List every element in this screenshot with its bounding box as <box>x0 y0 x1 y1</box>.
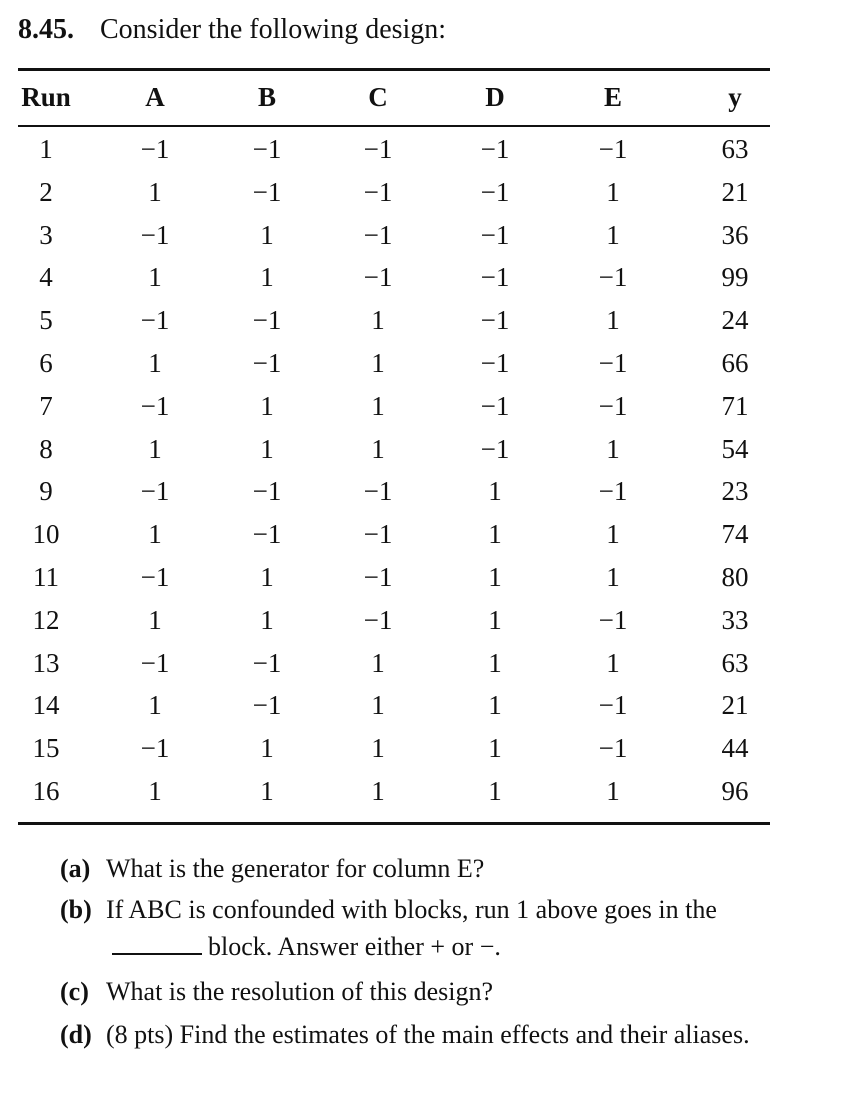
problem-number: 8.45. <box>18 14 74 45</box>
cell-run: 11 <box>33 561 59 592</box>
question-c <box>60 973 780 1010</box>
question-a <box>60 850 780 887</box>
cell-y: 71 <box>721 390 749 421</box>
cell-b: −1 <box>252 476 282 507</box>
cell-y: 66 <box>721 347 749 378</box>
question-d-label: (d) <box>60 1020 92 1049</box>
table-row <box>0 387 855 430</box>
cell-b: −1 <box>252 305 282 336</box>
cell-b: 1 <box>260 262 274 293</box>
cell-b: 1 <box>260 561 274 592</box>
cell-d: −1 <box>480 347 510 378</box>
cell-d: −1 <box>480 433 510 464</box>
cell-y: 23 <box>721 476 749 507</box>
cell-b: 1 <box>260 390 274 421</box>
cell-c: −1 <box>363 219 393 250</box>
cell-a: 1 <box>148 604 162 635</box>
table-row <box>0 644 855 687</box>
table-body <box>0 130 855 815</box>
table-header <box>0 72 855 122</box>
cell-b: −1 <box>252 347 282 378</box>
cell-a: −1 <box>140 733 170 764</box>
header-y: y <box>728 82 742 112</box>
cell-e: −1 <box>598 390 628 421</box>
table-row <box>0 430 855 473</box>
cell-run: 16 <box>32 775 60 806</box>
cell-c: −1 <box>363 604 393 635</box>
cell-run: 12 <box>32 604 60 635</box>
cell-e: 1 <box>606 176 620 207</box>
cell-e: 1 <box>606 219 620 250</box>
cell-c: −1 <box>363 262 393 293</box>
cell-c: 1 <box>371 647 385 678</box>
cell-y: 54 <box>721 433 749 464</box>
cell-run: 14 <box>32 690 60 721</box>
cell-d: −1 <box>480 390 510 421</box>
table-row <box>0 173 855 216</box>
cell-b: 1 <box>260 219 274 250</box>
cell-y: 63 <box>721 134 749 164</box>
cell-a: −1 <box>140 305 170 336</box>
table-row <box>0 472 855 515</box>
cell-a: 1 <box>148 519 162 550</box>
cell-y: 74 <box>721 519 749 550</box>
cell-e: 1 <box>606 561 620 592</box>
cell-c: 1 <box>371 733 385 764</box>
question-b-text-after: block. Answer either + or −. <box>208 932 501 961</box>
cell-e: 1 <box>606 775 620 806</box>
cell-d: 1 <box>488 690 502 721</box>
table-row <box>0 729 855 772</box>
cell-c: −1 <box>363 561 393 592</box>
cell-a: −1 <box>140 390 170 421</box>
cell-d: 1 <box>488 733 502 764</box>
cell-c: −1 <box>363 134 393 164</box>
question-d-text: (8 pts) Find the estimates of the main effects and their aliases. <box>106 1020 750 1049</box>
cell-y: 99 <box>721 262 749 293</box>
cell-a: −1 <box>140 134 170 164</box>
cell-c: −1 <box>363 476 393 507</box>
cell-b: −1 <box>252 647 282 678</box>
cell-run: 7 <box>39 390 53 421</box>
cell-y: 96 <box>721 775 749 806</box>
cell-a: −1 <box>140 561 170 592</box>
table-bottom-rule <box>18 822 770 825</box>
cell-e: −1 <box>598 134 628 164</box>
cell-e: 1 <box>606 433 620 464</box>
question-b <box>60 891 780 965</box>
cell-c: 1 <box>371 690 385 721</box>
cell-run: 10 <box>32 519 60 550</box>
cell-b: 1 <box>260 733 274 764</box>
cell-a: 1 <box>148 433 162 464</box>
cell-d: −1 <box>480 176 510 207</box>
cell-a: 1 <box>148 690 162 721</box>
table-row <box>0 601 855 644</box>
cell-a: −1 <box>140 476 170 507</box>
cell-y: 33 <box>721 604 749 635</box>
header-a: A <box>145 82 165 112</box>
header-e: E <box>603 82 622 112</box>
cell-e: −1 <box>598 347 628 378</box>
cell-d: −1 <box>480 219 510 250</box>
cell-e: 1 <box>606 519 620 550</box>
cell-b: 1 <box>260 604 274 635</box>
cell-run: 15 <box>32 733 60 764</box>
cell-y: 44 <box>721 733 749 764</box>
table-row <box>0 686 855 729</box>
cell-c: 1 <box>371 305 385 336</box>
cell-c: 1 <box>371 775 385 806</box>
cell-e: −1 <box>598 690 628 721</box>
cell-d: 1 <box>488 775 502 806</box>
cell-y: 21 <box>721 690 749 721</box>
table-header-rule <box>18 125 770 127</box>
problem-intro: Consider the following design: <box>100 14 447 45</box>
cell-a: 1 <box>148 176 162 207</box>
cell-y: 36 <box>721 219 749 250</box>
cell-y: 21 <box>721 176 749 207</box>
table-row <box>0 216 855 259</box>
question-list <box>60 850 780 1053</box>
cell-b: 1 <box>260 433 274 464</box>
cell-e: −1 <box>598 733 628 764</box>
cell-e: 1 <box>606 305 620 336</box>
cell-d: 1 <box>488 519 502 550</box>
cell-b: −1 <box>252 690 282 721</box>
header-d: D <box>485 82 505 112</box>
question-a-label: (a) <box>60 854 91 883</box>
cell-run: 4 <box>39 262 53 293</box>
table-row <box>0 130 855 173</box>
cell-e: −1 <box>598 476 628 507</box>
cell-a: 1 <box>148 262 162 293</box>
cell-b: −1 <box>252 519 282 550</box>
cell-d: 1 <box>488 647 502 678</box>
cell-run: 1 <box>39 134 53 164</box>
cell-a: −1 <box>140 219 170 250</box>
cell-run: 3 <box>39 219 53 250</box>
answer-blank <box>112 931 202 955</box>
cell-d: 1 <box>488 476 502 507</box>
question-b-label: (b) <box>60 895 92 924</box>
cell-run: 5 <box>39 305 53 336</box>
cell-d: −1 <box>480 262 510 293</box>
cell-b: −1 <box>252 134 282 164</box>
table-row <box>0 258 855 301</box>
table-row <box>0 344 855 387</box>
cell-e: 1 <box>606 647 620 678</box>
cell-c: 1 <box>371 433 385 464</box>
cell-d: 1 <box>488 604 502 635</box>
cell-run: 13 <box>32 647 60 678</box>
question-b-text-before: If ABC is confounded with blocks, run 1 above goes in the <box>106 895 717 924</box>
cell-c: −1 <box>363 176 393 207</box>
cell-a: 1 <box>148 347 162 378</box>
question-c-label: (c) <box>60 977 89 1006</box>
table-top-rule <box>18 68 770 71</box>
cell-e: −1 <box>598 262 628 293</box>
table-row <box>0 515 855 558</box>
cell-b: 1 <box>260 775 274 806</box>
cell-b: −1 <box>252 176 282 207</box>
cell-c: 1 <box>371 347 385 378</box>
header-c: C <box>368 82 388 112</box>
table-row <box>0 558 855 601</box>
cell-d: 1 <box>488 561 502 592</box>
cell-run: 8 <box>39 433 53 464</box>
cell-y: 24 <box>721 305 749 336</box>
cell-run: 2 <box>39 176 53 207</box>
header-b: B <box>257 82 276 112</box>
cell-c: 1 <box>371 390 385 421</box>
cell-d: −1 <box>480 305 510 336</box>
cell-e: −1 <box>598 604 628 635</box>
cell-a: −1 <box>140 647 170 678</box>
problem-heading <box>18 14 446 46</box>
cell-run: 9 <box>39 476 53 507</box>
cell-c: −1 <box>363 519 393 550</box>
question-c-text: What is the resolution of this design? <box>106 977 494 1006</box>
question-d <box>60 1016 780 1053</box>
table-row <box>0 772 855 815</box>
cell-y: 63 <box>721 647 749 678</box>
cell-a: 1 <box>148 775 162 806</box>
header-run: Run <box>21 82 71 112</box>
cell-run: 6 <box>39 347 53 378</box>
table-row <box>0 301 855 344</box>
question-a-text: What is the generator for column E? <box>106 854 485 883</box>
cell-y: 80 <box>721 561 749 592</box>
cell-d: −1 <box>480 134 510 164</box>
